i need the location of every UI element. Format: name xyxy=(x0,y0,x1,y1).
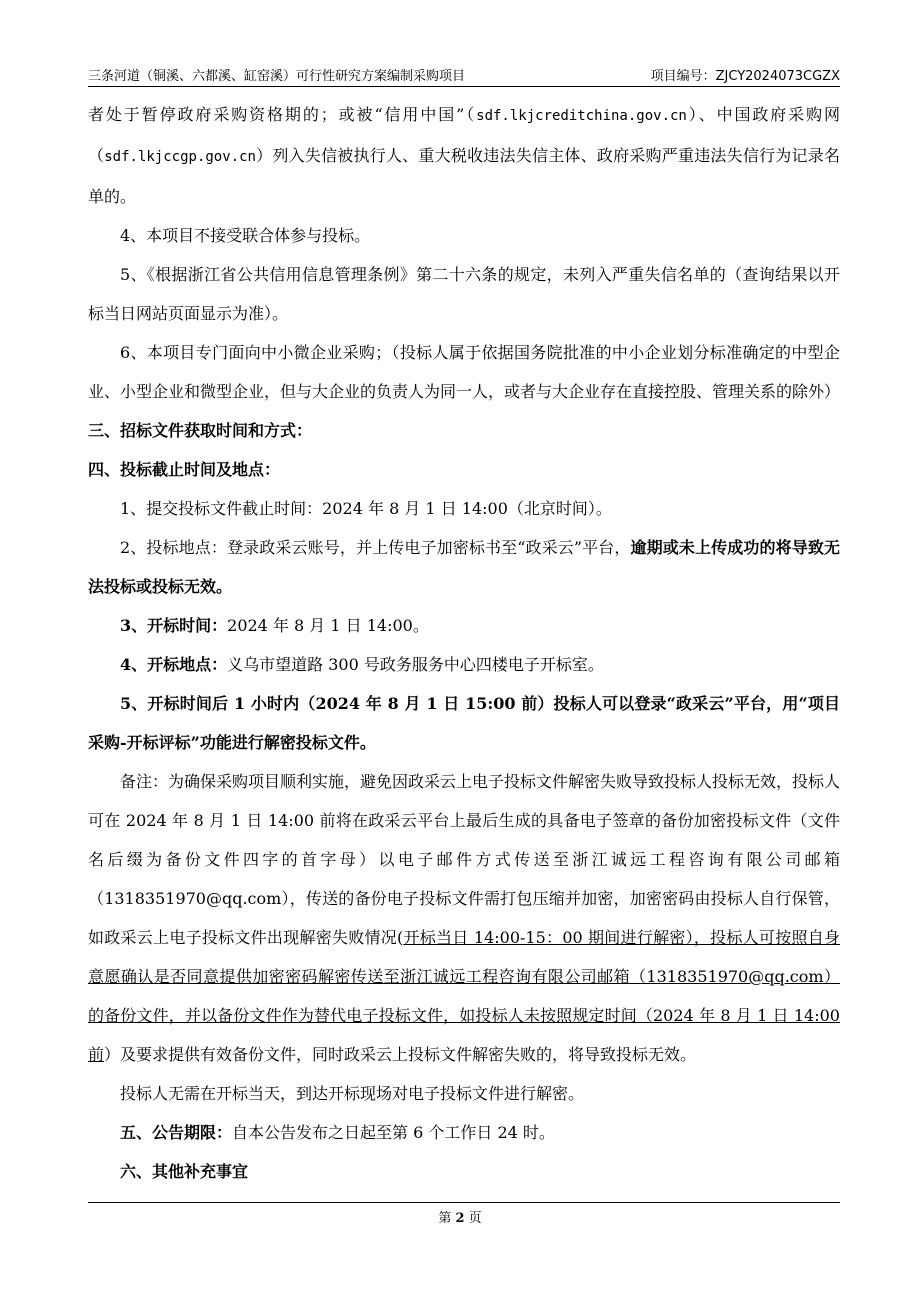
ccgp-url: sdf.lkjccgp.gov.cn xyxy=(104,149,256,165)
section-heading-5: 五、公告期限：自本公告发布之日起至第 6 个工作日 24 时。 xyxy=(120,1123,555,1142)
page-footer: 第 2 页 xyxy=(438,1211,482,1226)
credit-china-url: sdf.lkjcreditchina.gov.cn xyxy=(476,108,687,124)
document-body xyxy=(88,95,840,1191)
paragraph-backup-note: 备注：为确保采购项目顺利实施，避免因政采云上电子投标文件解密失败导致投标人投标无效，投标人可在 2024 年 8 月 1 日 14:00 前将在政采云平台上最后生成的具备电子签章的备份加密投标文件（文件名后缀为备份文件四字的首字母）以电子邮件方式传送至浙江诚远工程咨询有限公司邮箱（1318351970@qq.com），传送的备份电子投标文件需打包压缩并加密，加密密码由投标人自行保管，如政采云上电子投标文件出现解密失败情况(开标当日 14:00-15：00 期间进行解密），投标人可按照自身意愿确认是否同意提供加密密码解密传送至浙江诚远工程咨询有限公司邮箱（1318351970@qq.com）的备份文件，并以备份文件作为替代电子投标文件，如投标人未按照规定时间（2024 年 8 月 1 日 14:00 前）及要求提供有效备份文件，同时政采云上投标文件解密失败的，将导致投标无效。 xyxy=(88,772,841,1064)
header-project-number: 项目编号：ZJCY2024073CGZX xyxy=(650,69,840,84)
paragraph-deadline: 1、提交投标文件截止时间：2024 年 8 月 1 日 14:00（北京时间）。 xyxy=(120,499,612,518)
paragraph-bid-location: 2、投标地点：登录政采云账号，并上传电子加密标书至“政采云”平台，逾期或未上传成功的将导致无法投标或投标无效。 xyxy=(88,538,840,596)
paragraph-sme-procurement: 6、本项目专门面向中小微企业采购；（投标人属于依据国务院批准的中小企业划分标准确定的中型企业、小型企业和微型企业，但与大企业的负责人为同一人，或者与大企业存在直接控股、管理关系的除外） xyxy=(88,343,841,401)
page-number: 2 xyxy=(455,1211,465,1226)
section-heading-4: 四、投标截止时间及地点： xyxy=(88,460,281,479)
paragraph-no-onsite: 投标人无需在开标当天，到达开标现场对电子投标文件进行解密。 xyxy=(120,1084,585,1103)
section-heading-3: 三、招标文件获取时间和方式： xyxy=(88,421,313,440)
header-divider xyxy=(88,86,840,87)
footer-divider xyxy=(88,1202,840,1203)
paragraph-decrypt-instructions: 5、开标时间后 1 小时内（2024 年 8 月 1 日 15:00 前）投标人可以登录“政采云”平台，用“项目采购-开标评标”功能进行解密投标文件。 xyxy=(88,694,840,752)
paragraph-opening-time: 3、开标时间：2024 年 8 月 1 日 14:00。 xyxy=(120,616,429,635)
paragraph-credit-check: 者处于暂停政府采购资格期的；或被“信用中国”（sdf.lkjcreditchina.gov.cn）、中国政府采购网（sdf.lkjccgp.gov.cn）列入失信被执行人、重大税收违法失信主体、政府采购严重违法失信行为记录名单的。 xyxy=(88,105,840,206)
page-header xyxy=(88,62,840,84)
paragraph-no-consortium: 4、本项目不接受联合体参与投标。 xyxy=(120,226,371,245)
paragraph-credit-regulation: 5、《根据浙江省公共信用信息管理条例》第二十六条的规定，未列入严重失信名单的（查询结果以开标当日网站页面显示为准）。 xyxy=(88,265,840,323)
paragraph-opening-location: 4、开标地点：义乌市望道路 300 号政务服务中心四楼电子开标室。 xyxy=(120,655,604,674)
section-heading-6: 六、其他补充事宜 xyxy=(120,1162,249,1181)
underlined-backup-clause: 开标当日 14:00-15：00 期间进行解密），投标人可按照自身意愿确认是否同意提供加密密码解密传送至浙江诚远工程咨询有限公司邮箱（1318351970@qq.com）的备份文件，并以备份文件作为替代电子投标文件，如投标人未按照规定时间（2024 年 8 月 1 日 14:00 前 xyxy=(88,928,840,1064)
header-project-title: 三条河道（铜溪、六都溪、缸窑溪）可行性研究方案编制采购项目 xyxy=(88,69,466,84)
